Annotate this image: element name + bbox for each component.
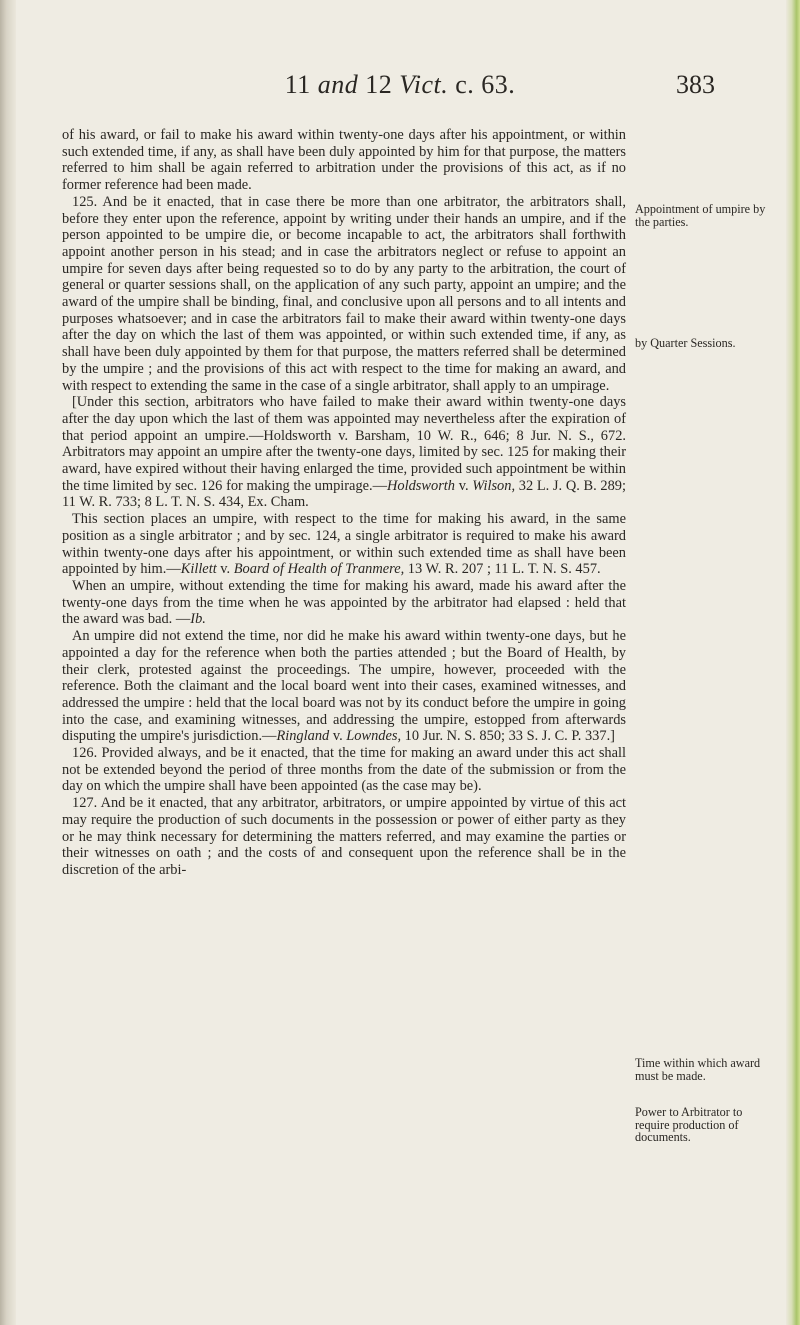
note-holdsworth: [Under this section, arbitrators who have failed to make their award within twenty-one days after the day upon which the last of them was appointed may nevertheless after the expiration of that period appoint an umpire.—Holdsworth v. Barsham, 10 W. R., 646; 8 Jur. N. S., 672. Arbitrators may appoint an umpire after the twenty-one days, limited by sec. 125 for making their award, have expired without their having enlarged the time, provided such appointment be within the time limited by sec. 126 for making the umpirage.—Holdsworth v. Wilson, 32 L. J. Q. B. 289; 11 W. R. 733; 8 L. T. N. S. 434, Ex. Cham.: [62, 394, 626, 511]
margin-note-appointment: Appointment of umpire by the parties.: [635, 202, 766, 229]
body-text: [62, 127, 626, 879]
margin-note-time-limit: Time within which award must be made.: [635, 1056, 761, 1083]
paragraph-continuation: of his award, or fail to make his award within twenty-one days after his appointment, or within such extended time, if any, as shall have been duly appointed by him for that purpose, the matters referred to him shall be again referred to arbitration under the provisions of this act, as if no former reference had been made.: [62, 127, 626, 194]
note-umpire-award-bad: When an umpire, without extending the time for making his award, made his award after the twenty-one days from the time when he was appointed by the arbitrator had elapsed : held that the award was bad. —Ib.: [62, 577, 626, 628]
section-125: 125. And be it enacted, that in case there be more than one arbitrator, the arbitrators shall, before they enter upon the reference, appoint by writing under their hands an umpire, and if the person appointed to be umpire die, or become incapable to act, the arbitrators shall forthwith appoint another person in his stead; and in case the arbitrators neglect or refuse to appoint an umpire for seven days after being requested so to do by any party to the arbitration, the court of general or quarter sessions shall, on the application of any such party, appoint an umpire; and the award of the umpire shall be binding, final, and conclusive upon all persons and to all intents and purposes whatsoever; and in case the arbitrators fail to make their award within twenty-one days after the day on which the last of them was appointed, or within such extended time, if any, as shall have been duly appointed by them for that purpose, the matters referred shall be determined by the umpire ; and the provisions of this act with respect to the time for making an award, and with respect to extending the same in the case of a single arbitrator, shall apply to an umpirage.: [62, 193, 626, 394]
note-ringland: An umpire did not extend the time, nor did he make his award within twenty-one days, but he appointed a day for the reference when both the parties attended ; but the Board of Health, by their clerk, protested against the proceedings. The umpire, however, proceeded with the reference. Both the claimant and the local board went into their cases, examined witnesses, and addressed the umpire : held that the local board was not by its conduct before the umpire in going into the case, and examining witnesses, and addressing the umpire, estopped from afterwards disputing the umpire's jurisdiction.—Ringland v. Lowndes, 10 Jur. N. S. 850; 33 S. J. C. P. 337.]: [62, 628, 626, 745]
page-edge-right: [786, 0, 800, 1325]
margin-note-power-documents: Power to Arbitrator to require production of documents.: [635, 1105, 743, 1144]
section-127: 127. And be it enacted, that any arbitrator, arbitrators, or umpire appointed by virtue of this act may require the production of such documents in the possession or power of either party as they or he may think necessary for determining the matters referred, and may examine the parties or their witnesses on oath ; and the costs of and consequent upon the reference shall be in the discretion of the arbi-: [62, 795, 626, 878]
header-title: 11 and 12 Vict. c. 63.: [284, 70, 516, 99]
page-binding-left: [0, 0, 16, 1325]
running-header: [0, 70, 800, 104]
section-126: 126. Provided always, and be it enacted, that the time for making an award under this act shall not be extended beyond the period of three months from the date of the submission or from the day on which the umpire shall have been appointed (as the case may be).: [62, 745, 626, 795]
note-killett: This section places an umpire, with respect to the time for making his award, in the same position as a single arbitrator ; and by sec. 124, a single arbitrator is required to make his award within twenty-one days after his appointment, or within such extended time as shall have been appointed by him.—Killett v. Board of Health of Tranmere, 13 W. R. 207 ; 11 L. T. N. S. 457.: [62, 511, 626, 578]
page-number: 383: [676, 70, 715, 99]
margin-note-quarter-sessions: by Quarter Sessions.: [635, 336, 736, 350]
